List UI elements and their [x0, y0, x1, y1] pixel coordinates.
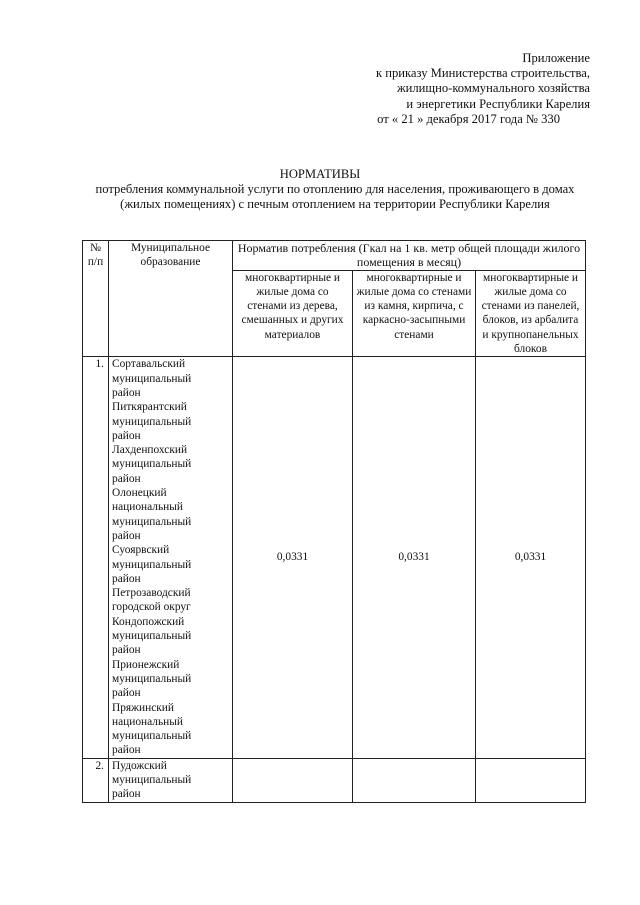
- municipality-line: городской округ: [112, 601, 191, 614]
- norm-value: [476, 758, 586, 802]
- municipality-line: Пряжинский: [112, 701, 175, 714]
- municipality-line: Кондопожский: [112, 615, 185, 628]
- appendix-line: от « 21 » декабря 2017 года № 330: [377, 111, 560, 126]
- subheader-panel: многоквартирные и жилые дома со стенами из панелей, блоков, из арбалита и крупнопанельных блоков: [476, 270, 586, 357]
- norm-value: [233, 758, 353, 802]
- municipality-line: национальный: [112, 501, 184, 514]
- appendix-line: к приказу Министерства строительства,: [375, 66, 590, 81]
- municipality-line: Пудожский: [112, 759, 167, 772]
- municipality-line: муниципальный: [112, 558, 192, 571]
- municipality-line: муниципальный: [112, 672, 192, 685]
- municipality-line: район: [112, 529, 141, 542]
- municipality-line: национальный: [112, 715, 184, 728]
- row-municipalities: [109, 758, 233, 802]
- header-municipality: Муниципальное образование: [109, 241, 233, 357]
- municipality-line: муниципальный: [112, 773, 192, 786]
- municipality-line: Прионежский: [112, 658, 180, 671]
- municipality-line: Лахденпохский: [112, 444, 188, 457]
- subheader-stone: многоквартирные и жилые дома со стенами из камня, кирпича, с каркасно-засыпными стенами: [353, 270, 476, 357]
- document-title: НОРМАТИВЫ: [279, 167, 361, 181]
- header-norm: Норматив потребления (Гкал на 1 кв. метр общей площади жилого помещения в месяц): [233, 241, 586, 271]
- row-municipalities: [109, 357, 233, 758]
- subheader-wood: многоквартирные и жилые дома со стенами из дерева, смешанных и других материалов: [233, 270, 353, 357]
- municipality-line: муниципальный: [112, 372, 192, 385]
- header-num: № п/п: [83, 241, 109, 357]
- row-number: 2.: [83, 758, 109, 802]
- norm-value: [353, 758, 476, 802]
- norm-value: 0,0331: [233, 357, 353, 758]
- municipality-line: район: [112, 788, 141, 801]
- appendix-line: Приложение: [522, 51, 590, 65]
- municipality-line: Петрозаводский: [112, 587, 191, 600]
- appendix-block: [270, 51, 590, 127]
- municipality-line: Питкярантский: [112, 401, 187, 414]
- municipality-line: район: [112, 429, 141, 442]
- municipality-line: район: [112, 572, 141, 585]
- municipality-line: Олонецкий: [112, 487, 167, 500]
- municipality-line: муниципальный: [112, 458, 192, 471]
- municipality-line: муниципальный: [112, 415, 192, 428]
- appendix-line: жилищно-коммунального хозяйства: [396, 81, 590, 96]
- municipality-line: муниципальный: [112, 630, 192, 643]
- norm-value: 0,0331: [353, 357, 476, 758]
- municipality-line: муниципальный: [112, 515, 192, 528]
- municipality-line: район: [112, 386, 141, 399]
- norms-table: [82, 240, 586, 803]
- municipality-line: Суоярвский: [112, 544, 170, 557]
- municipality-line: район: [112, 644, 141, 657]
- municipality-line: район: [112, 472, 141, 485]
- municipality-line: Сортавальский: [112, 358, 186, 371]
- table-body: [83, 357, 586, 802]
- municipality-line: район: [112, 744, 141, 757]
- table-row: [83, 758, 586, 802]
- row-number: 1.: [83, 357, 109, 758]
- table-row: [83, 357, 586, 758]
- document-subtitle: потребления коммунальной услуги по отоплению для населения, проживающего в домах (жилых помещениях) с печным отоплением на территории Республики Карелия: [95, 182, 575, 212]
- norm-value: 0,0331: [476, 357, 586, 758]
- municipality-line: муниципальный: [112, 730, 192, 743]
- municipality-line: район: [112, 687, 141, 700]
- appendix-line: и энергетики Республики Карелия: [406, 96, 590, 111]
- header-row: [83, 241, 586, 271]
